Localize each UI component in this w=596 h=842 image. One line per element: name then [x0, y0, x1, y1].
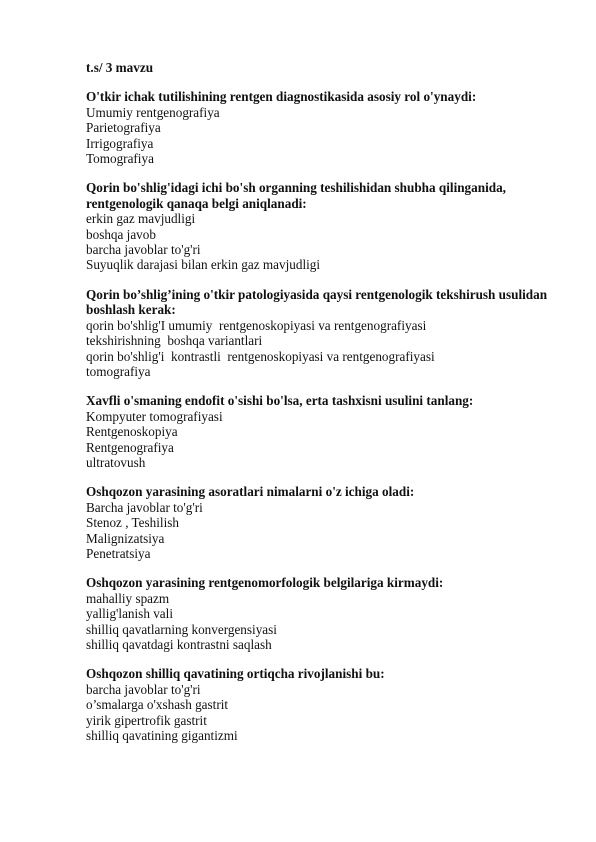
- answer-option: Kompyuter tomografiyasi: [86, 408, 223, 424]
- answer-option: Barcha javoblar to'g'ri: [86, 499, 203, 515]
- answer-option: yirik gipertrofik gastrit: [86, 712, 207, 728]
- question-title: Oshqozon yarasining rentgenomorfologik belgilariga kirmaydi:: [86, 575, 444, 591]
- answer-options: [86, 409, 556, 471]
- answer-option: Suyuqlik darajasi bilan erkin gaz mavjudligi: [86, 257, 321, 273]
- answer-option: Rentgenoskopiya: [86, 424, 178, 440]
- answer-option: Parietografiya: [86, 120, 161, 136]
- document-content: [86, 60, 556, 757]
- answer-options: [86, 591, 556, 653]
- document-header: t.s/ 3 mavzu: [86, 60, 154, 75]
- answer-option: erkin gaz mavjudligi: [86, 211, 196, 227]
- answer-option: Umumiy rentgenografiya: [86, 104, 220, 120]
- answer-option: boshqa javob: [86, 226, 156, 242]
- answer-option: Malignizatsiya: [86, 530, 165, 546]
- question-title: Oshqozon yarasining asoratlari nimalarni o'z ichiga oladi:: [86, 484, 415, 500]
- question-block: [86, 575, 556, 652]
- answer-options: [86, 682, 556, 744]
- question-block: [86, 287, 556, 379]
- answer-options: [86, 105, 556, 167]
- question-block: [86, 180, 556, 272]
- answer-option: qorin bo'shlig'i kontrastli rentgenoskopiyasi va rentgenografiyasi: [86, 348, 435, 364]
- question-title: O'tkir ichak tutilishining rentgen diagnostikasida asosiy rol o'ynaydi:: [86, 89, 477, 105]
- answer-option: barcha javoblar to'g'ri: [86, 681, 201, 697]
- question-block: [86, 666, 556, 743]
- answer-option: Irrigografiya: [86, 135, 154, 151]
- question-title: Qorin bo'shlig'idagi ichi bo'sh organning teshilishidan shubha qilinganida, rentgenologik qanaqa belgi aniqlanadi:: [86, 180, 506, 211]
- answer-option: qorin bo'shlig'I umumiy rentgenoskopiyasi va rentgenografiyasi: [86, 317, 427, 333]
- answer-option: shilliq qavatining gigantizmi: [86, 728, 238, 744]
- answer-option: mahalliy spazm: [86, 590, 170, 606]
- answer-option: Tomografiya: [86, 151, 154, 167]
- question-block: [86, 89, 556, 166]
- question-block: [86, 393, 556, 470]
- answer-option: barcha javoblar to'g'ri: [86, 242, 201, 258]
- answer-options: [86, 318, 556, 380]
- answer-options: [86, 500, 556, 562]
- answer-option: tekshirishning boshqa variantlari: [86, 333, 263, 349]
- answer-options: [86, 211, 556, 273]
- question-title: Qorin bo’shlig’ining o'tkir patologiyasida qaysi rentgenologik tekshirush usulidan boshlash kerak:: [86, 286, 548, 318]
- answer-option: tomografiya: [86, 363, 151, 379]
- answer-option: shilliq qavatlarning konvergensiyasi: [86, 621, 277, 637]
- question-block: [86, 484, 556, 561]
- answer-option: o’smalarga o'xshash gastrit: [86, 697, 229, 713]
- question-title: Xavfli o'smaning endofit o'sishi bo'lsa, erta tashxisni usulini tanlang:: [86, 393, 474, 409]
- answer-option: ultratovush: [86, 454, 146, 470]
- answer-option: Stenoz , Teshilish: [86, 515, 179, 531]
- question-title: Oshqozon shilliq qavatining ortiqcha rivojlanishi bu:: [86, 666, 385, 682]
- answer-option: shilliq qavatdagi kontrastni saqlash: [86, 637, 272, 652]
- answer-option: yallig'lanish vali: [86, 606, 173, 622]
- answer-option: Penetratsiya: [86, 545, 151, 561]
- answer-option: Rentgenografiya: [86, 439, 174, 455]
